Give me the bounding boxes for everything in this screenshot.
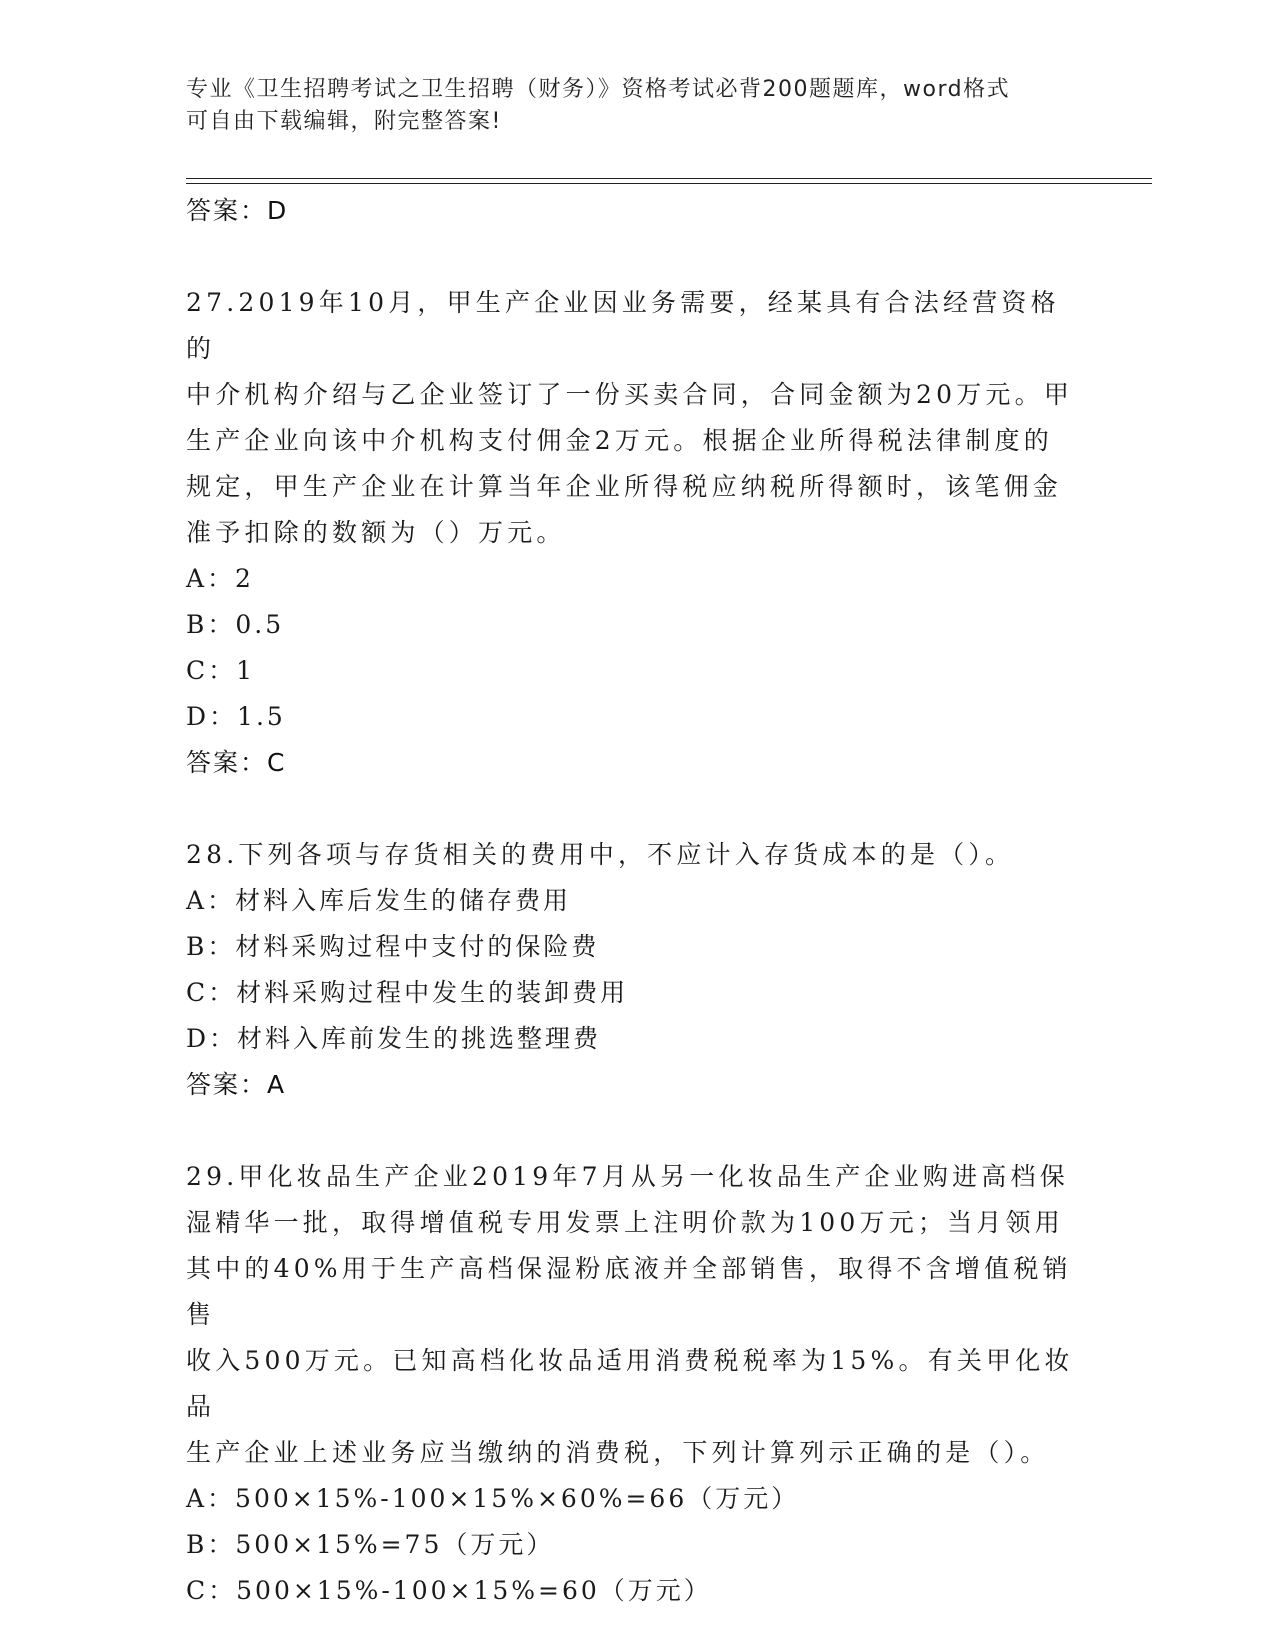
option-a: A：2 (186, 564, 254, 593)
answer-label: 答案：D (186, 196, 289, 225)
question-text-line: 收入500万元。已知高档化妆品适用消费税税率为15%。有关甲化妆品 (186, 1346, 1074, 1421)
option-c: C：材料采购过程中发生的装卸费用 (186, 978, 629, 1007)
option-a: A：500×15%-100×15%×60%=66（万元） (186, 1484, 800, 1513)
header-rule-top (186, 178, 1152, 179)
question-block-27 (186, 280, 1086, 786)
question-text-line: 28.下列各项与存货相关的费用中，不应计入存货成本的是（）。 (186, 840, 1015, 869)
header-line-2: 可自由下载编辑，附完整答案! (186, 109, 502, 134)
header-rule-bottom (186, 183, 1152, 184)
block-spacer (186, 234, 1086, 280)
question-text-line: 其中的40%用于生产高档保湿粉底液并全部销售，取得不含增值税销售 (186, 1254, 1072, 1329)
question-text-line: 29.甲化妆品生产企业2019年7月从另一化妆品生产企业购进高档保 (186, 1162, 1069, 1191)
option-c: C：1 (186, 656, 256, 685)
document-header (186, 74, 1086, 138)
question-text-line: 中介机构介绍与乙企业签订了一份买卖合同，合同金额为20万元。甲 (186, 380, 1074, 409)
question-text-line: 生产企业向该中介机构支付佣金2万元。根据企业所得税法律制度的 (186, 426, 1053, 455)
option-c: C：500×15%-100×15%=60（万元） (186, 1576, 712, 1605)
option-d: D：材料入库前发生的挑选整理费 (186, 1024, 602, 1053)
answer-label: 答案：A (186, 1070, 287, 1099)
document-body (186, 188, 1086, 1614)
question-text-line: 27.2019年10月，甲生产企业因业务需要，经某具有合法经营资格的 (186, 288, 1060, 363)
header-line-1: 专业《卫生招聘考试之卫生招聘（财务）》资格考试必背200题题库，word格式 (186, 77, 1011, 102)
option-b: B：材料采购过程中支付的保险费 (186, 932, 600, 961)
question-block-28 (186, 832, 1086, 1108)
question-text-line: 湿精华一批，取得增值税专用发票上注明价款为100万元；当月领用 (186, 1208, 1064, 1237)
block-spacer (186, 786, 1086, 832)
question-text-line: 规定，甲生产企业在计算当年企业所得税应纳税所得额时，该笔佣金 (186, 472, 1063, 501)
option-b: B：0.5 (186, 610, 285, 639)
block-spacer (186, 1108, 1086, 1154)
question-block-29 (186, 1154, 1086, 1614)
question-text-line: 生产企业上述业务应当缴纳的消费税，下列计算列示正确的是（）。 (186, 1438, 1050, 1467)
answer-label: 答案：C (186, 748, 287, 777)
question-text-line: 准予扣除的数额为（）万元。 (186, 518, 566, 547)
option-a: A：材料入库后发生的储存费用 (186, 886, 572, 915)
option-d: D：1.5 (186, 702, 286, 731)
option-b: B：500×15%=75（万元） (186, 1530, 555, 1559)
